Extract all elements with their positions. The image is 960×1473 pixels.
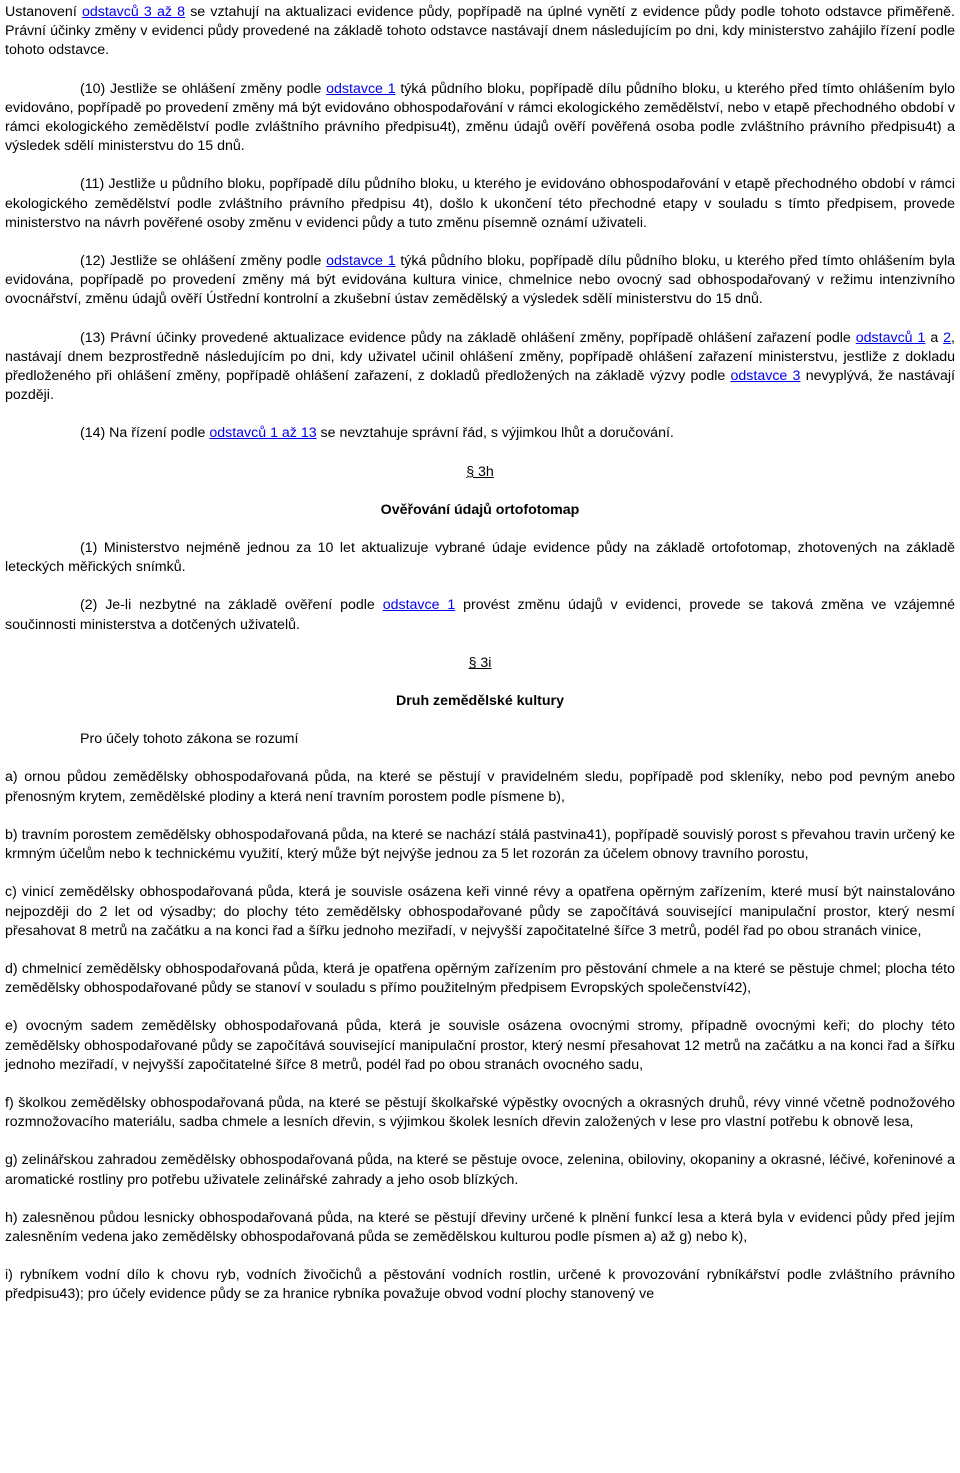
list-item-d: d) chmelnicí zemědělsky obhospodařovaná půda, která je opatřena opěrným zařízením pro pěstování chmele a na které se pěstuje chmel; plocha této zemědělsky obhospodařované půdy se stanoví v souladu s přímo použitelným předpisem Evropských společenství42), (5, 960, 955, 997)
text: (13) Právní účinky provedené aktualizace evidence půdy na základě ohlášení změny, popřípadě ohlášení zařazení podle (80, 329, 856, 346)
text: se nevztahuje správní řád, s výjimkou lhůt a doručování. (316, 425, 674, 442)
text: se vztahují na aktualizaci evidence půdy, popřípadě na úplné vynětí z evidence půdy podle tohoto odstavce přiměřeně. Právní účinky změny v evidenci půdy provedené na základě tohoto odstavce nastávají dnem následujícím po dni, kdy ministerstvo zahájilo řízení podle tohoto odstavce. (5, 4, 955, 59)
section-3h-paragraph-2 (5, 596, 955, 634)
text: provést změnu údajů v evidenci, provede se taková změna ve vzájemné součinnosti ministerstva a dotčených uživatelů. (5, 597, 955, 633)
link-odstavce-1[interactable]: odstavce 1 (382, 597, 456, 614)
link-2[interactable]: 2 (943, 329, 952, 346)
link-odstavcu-3-az-8[interactable]: odstavců 3 až 8 (81, 4, 186, 20)
link-odstavcu-1-az-13[interactable]: odstavců 1 až 13 (209, 425, 317, 442)
list-item-h: h) zalesněnou půdou lesnicky obhospodařovaná půda, na které se pěstují dřeviny určené k plnění funkcí lesa a která byla v evidenci půdy před jejím zalesněním vedena jako zemědělsky obhospodařovaná půda se zemědělskou kulturou podle písmen a) až g) nebo k), (5, 1209, 955, 1245)
section-title-3h: Ověřování údajů ortofotomap (380, 501, 580, 518)
text: a (925, 329, 944, 346)
text: (2) Je-li nezbytné na základě ověření podle (80, 597, 383, 614)
section-number-text: § 3i (468, 654, 492, 671)
paragraph-carryover (5, 3, 955, 61)
paragraph-11 (5, 175, 955, 233)
text: (14) Na řízení podle (80, 425, 210, 442)
list-item-g: g) zelinářskou zahradou zemědělsky obhospodařovaná půda, na které se pěstuje ovoce, zelenina, obiloviny, okopaniny a okrasné, léčivé, kořeninové a aromatické rostliny pro potřebu uživatele zelinářské zahrady a jeho osob blízkých. (5, 1152, 955, 1188)
text: (10) Jestliže se ohlášení změny podle (80, 80, 327, 97)
paragraph-10 (5, 80, 955, 157)
text: (12) Jestliže se ohlášení změny podle (80, 253, 327, 270)
section-number-text: § 3h (466, 463, 494, 480)
link-odstavcu-1[interactable]: odstavců 1 (855, 329, 926, 346)
list-item-e: e) ovocným sadem zemědělsky obhospodařovaná půda, která je souvisle osázena ovocnými stromy, případně ovocnými keři; do plochy této zemědělsky obhospodařované půdy se započítává související manipulační prostor, který nesmí přesahovat 12 metrů na začátku a na konci řad a šířku jednoho meziřadí, v nejvyšší započitatelné šířce 8 metrů, podél řad po obou stranách ovocného sadu, (5, 1018, 955, 1073)
list-item-i: i) rybníkem vodní dílo k chovu ryb, vodních živočichů a pěstování vodních rostlin, určené k provozování rybníkářství podle zvláštního právního předpisu43); pro účely evidence půdy se za hranice rybníka považuje obvod vodní plochy stanovený ve (5, 1267, 955, 1303)
paragraph-12 (5, 252, 955, 310)
list-item-b: b) travním porostem zemědělsky obhospodařovaná půda, na které se nachází stálá pastvina41), popřípadě souvislý porost s převahou travin určený ke krmným účelům nebo k technickému využití, který může být nejvýše jednou za 5 let rozorán za účelem obnovy travního porostu, (5, 826, 955, 863)
section-title-3i: Druh zemědělské kultury (396, 693, 564, 710)
text: (11) Jestliže u půdního bloku, popřípadě dílu půdního bloku, u kterého je evidováno obhospodařování v etapě přechodného období v rámci ekologického zemědělství podle zvláštního právního předpisu 4t), došlo k ukončení této přechodné etapy v souladu s tímto předpisem, provede ministerstvo na návrh pověřené osoby změnu v evidenci půdy a tuto změnu písemně oznámí uživateli. (5, 176, 955, 231)
list-item-f: f) školkou zemědělsky obhospodařovaná půda, na které se pěstují školkařské výpěstky ovocných a okrasných druhů, révy vinné včetně podnožového rozmnožovacího materiálu, sadba chmele a lesních dřevin, s výjimkou školek lesních dřevin založených v lese pro vlastní potřebu k obnově lesa, (5, 1094, 955, 1131)
text: týká půdního bloku, popřípadě dílu půdního bloku, u kterého před tímto ohlášením byla evidována, popřípadě po provedení změny má být evidována kultura vinice, chmelnice nebo ovocný sad obhospodařovaný v režimu intenzivního ovocnářství, změnu údajů ověří Ústřední kontrolní a zkušební ústav zemědělský a výsledek sdělí ministerstvu do 15 dnů. (5, 253, 956, 308)
paragraph-14 (5, 424, 955, 443)
section-number-3i (5, 654, 955, 673)
text: , nastávají dnem bezprostředně následujícím po dni, kdy uživatel učinil ohlášení změny, popřípadě ohlášení zařazení ministerstvu, jestliže z dokladu předloženého při ohlášení změny, popřípadě ohlášení zařazení, z dokladů předložených na základě výzvy podle (5, 329, 955, 385)
list-item-a: a) ornou půdou zemědělsky obhospodařovaná půda, na které se pěstují v pravidelném sledu, popřípadě pod skleníky, nebo pod pevným anebo přenosným krytem, zemědělské plodiny a která není travním porostem podle písmene b), (5, 769, 955, 805)
text: nevyplývá, že nastávají později. (5, 368, 956, 404)
section-number-3h (5, 463, 955, 482)
list-item-c: c) vinicí zemědělsky obhospodařovaná půda, která je souvisle osázena keři vinné révy a opatřena opěrným zařízením, které musí být nainstalováno nejpozději do 2 let od výsadby; do plochy této zemědělsky obhospodařované půdy se započítává související manipulační prostor, který nesmí přesahovat 8 metrů na začátku a na konci řad a šířku jednoho meziřadí, v nejvyšší započitatelné šířce 3 metrů, podél řad po obou stranách vinice, (5, 884, 955, 939)
link-odstavce-3[interactable]: odstavce 3 (730, 368, 801, 385)
document-page (5, 3, 955, 1305)
text: Ustanovení (5, 4, 82, 20)
link-odstavce-1[interactable]: odstavce 1 (326, 253, 396, 270)
text: týká půdního bloku, popřípadě dílu půdního bloku, u kterého před tímto ohlášením bylo evidováno, popřípadě po provedení změny má být evidováno obhospodařování v rámci ekologického zemědělství, nebo v etapě přechodného období v rámci ekologického zemědělství podle zvláštního právního předpisu4t), změnu údajů ověří pověřená osoba podle zvláštního právního předpisu4t) a výsledek sdělí ministerstvu do 15 dnů. (5, 80, 956, 155)
section-3i-lead: Pro účely tohoto zákona se rozumí (80, 731, 299, 748)
link-odstavce-1[interactable]: odstavce 1 (326, 80, 396, 97)
section-3h-paragraph-1: (1) Ministerstvo nejméně jednou za 10 let aktualizuje vybrané údaje evidence půdy na základě ortofotomap, zhotovených na základě leteckých měřických snímků. (5, 540, 955, 576)
paragraph-13 (5, 329, 955, 406)
